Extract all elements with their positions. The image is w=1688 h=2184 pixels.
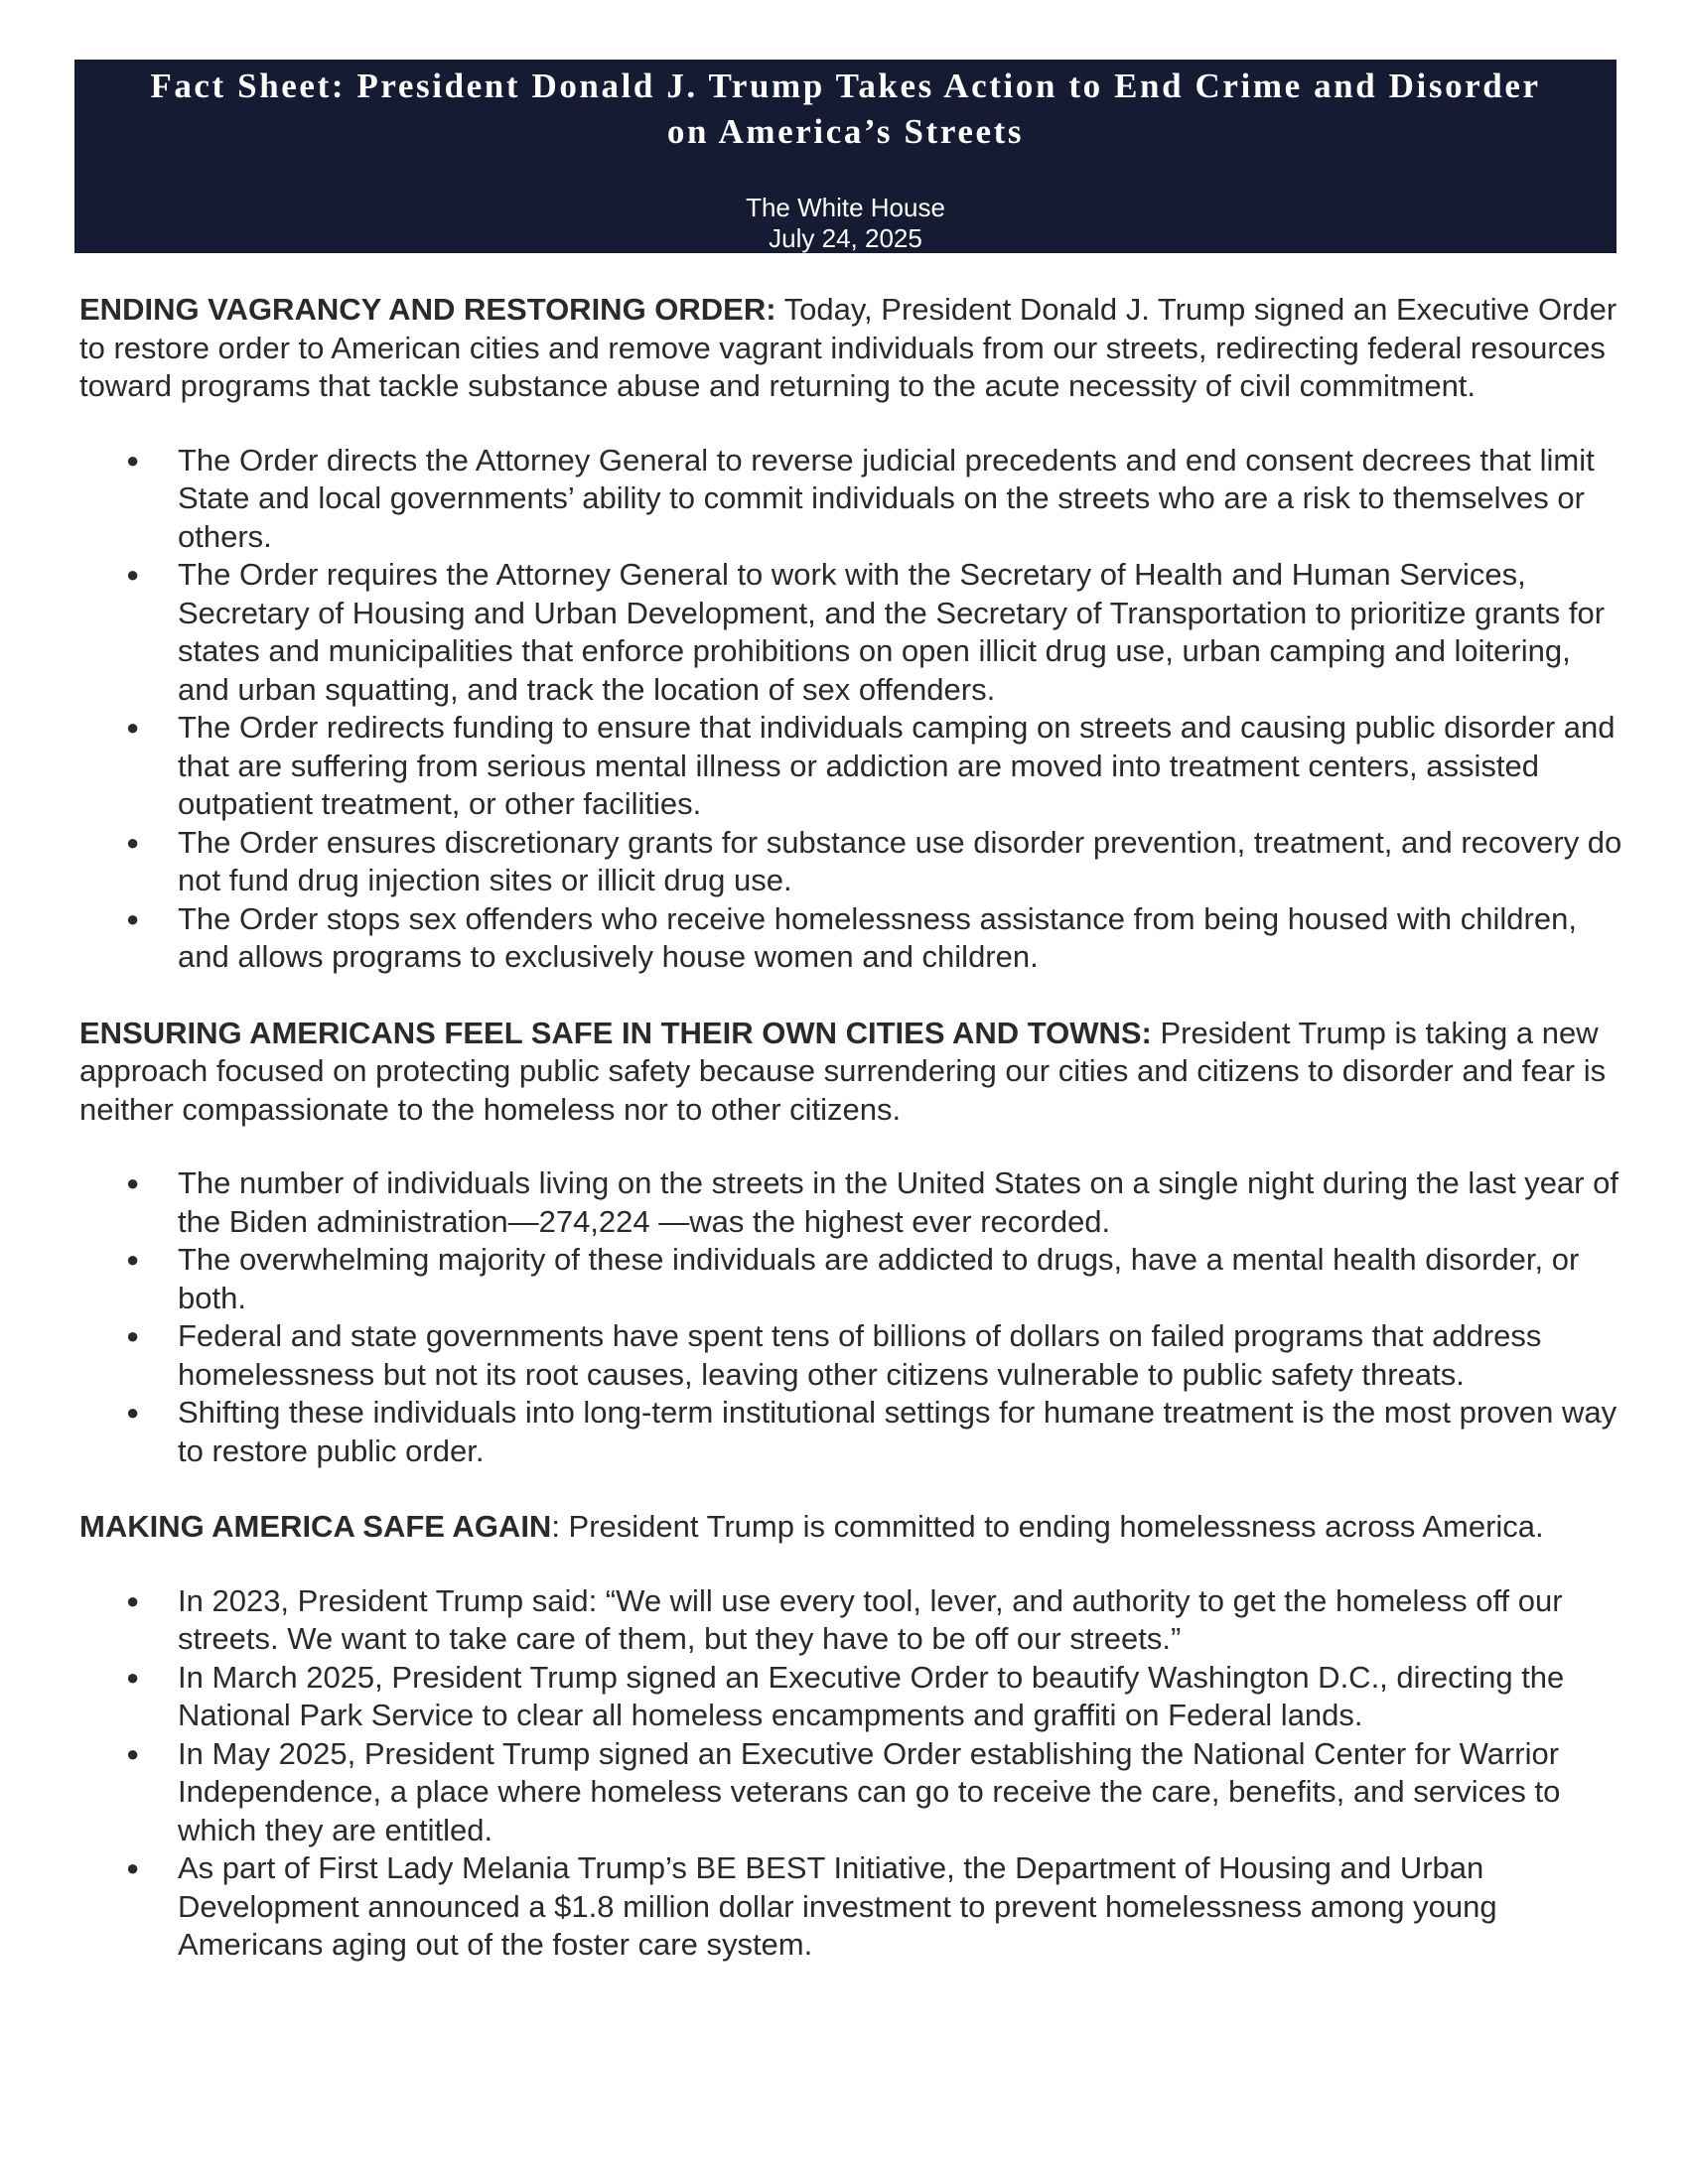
section-intro-paragraph: [79, 1508, 1628, 1547]
list-item-text: In March 2025, President Trump signed an Executive Order to beautify Washington D.C., directing the National Park Service to clear all homeless encampments and graffiti on Federal lands.: [178, 1659, 1565, 1732]
bullet-icon: ●: [126, 1740, 140, 1766]
list-item-text: Federal and state governments have spent tens of billions of dollars on failed programs that address homelessness but not its root causes, leaving other citizens vulnerable to public safety threats.: [178, 1318, 1542, 1392]
list-item-text: The overwhelming majority of these individuals are addicted to drugs, have a mental health disorder, or both.: [178, 1242, 1580, 1315]
list-item-text: Shifting these individuals into long-term institutional settings for humane treatment is the most proven way to restore public order.: [178, 1395, 1618, 1468]
bullet-list: [79, 1164, 1628, 1470]
bullet-list: [79, 1582, 1628, 1965]
section-intro-text: President Trump is taking a new approach focused on protecting public safety because surrendering our cities and citizens to disorder and fear is neither compassionate to the homeless nor to other citizens.: [79, 1015, 1607, 1127]
list-item: [79, 1659, 1628, 1735]
document-title: [74, 64, 1617, 155]
list-item-text: The Order redirects funding to ensure that individuals camping on streets and causing public disorder and that are suffering from serious mental illness or addiction are moved into treatment centers, assisted outpatient treatment, or other facilities.: [178, 710, 1616, 821]
list-item: [79, 1849, 1628, 1965]
list-item-text: In 2023, President Trump said: “We will use every tool, lever, and authority to get the homeless off our streets. We want to take care of them, but they have to be off our streets.”: [178, 1582, 1563, 1656]
bullet-icon: ●: [126, 1587, 140, 1613]
bullet-icon: ●: [126, 562, 140, 587]
document-title-line-1: Fact Sheet: President Donald J. Trump Takes Action to End Crime and Disorder: [150, 67, 1541, 105]
list-item: [79, 824, 1628, 900]
bullet-icon: ●: [126, 715, 140, 740]
list-item: [79, 1317, 1628, 1394]
bullet-icon: ●: [126, 1170, 140, 1195]
section-heading: MAKING AMERICA SAFE AGAIN: [79, 1509, 552, 1544]
list-item: [79, 1164, 1628, 1241]
list-item: [79, 442, 1628, 557]
issuing-organization: The White House: [746, 193, 945, 222]
section-intro-text: : President Trump is committed to ending homelessness across America.: [551, 1509, 1544, 1544]
bullet-list: [79, 442, 1628, 977]
document-title-line-2: on America’s Streets: [666, 112, 1025, 151]
list-item: [79, 1394, 1628, 1470]
list-item-text: The Order directs the Attorney General to reverse judicial precedents and end consent decrees that limit State and local governments’ ability to commit individuals on the streets who are a risk to themselves or others.: [178, 442, 1595, 554]
list-item-text: As part of First Lady Melania Trump’s BE BEST Initiative, the Department of Housing and Urban Development announced a $1.8 million dollar investment to prevent homelessness among young Americans aging out of the foster care system.: [178, 1850, 1497, 1962]
section-heading: ENDING VAGRANCY AND RESTORING ORDER:: [79, 292, 776, 327]
section-intro-text: Today, President Donald J. Trump signed an Executive Order to restore order to American cities and remove vagrant individuals from our streets, redirecting federal resources toward programs that tackle substance abuse and returning to the acute necessity of civil commitment.: [79, 292, 1618, 403]
bullet-icon: ●: [126, 1664, 140, 1690]
list-item: [79, 1735, 1628, 1850]
list-item-text: The Order stops sex offenders who receive homelessness assistance from being housed with children, and allows programs to exclusively house women and children.: [178, 900, 1577, 974]
list-item-text: The Order ensures discretionary grants for substance use disorder prevention, treatment, and recovery do not fund drug injection sites or illicit drug use.: [178, 824, 1622, 897]
list-item-text: The number of individuals living on the streets in the United States on a single night during the last year of the Biden administration—274,224 —was the highest ever recorded.: [178, 1165, 1618, 1239]
list-item: [79, 1241, 1628, 1317]
bullet-icon: ●: [126, 447, 140, 473]
bullet-icon: ●: [126, 1323, 140, 1348]
publication-date: July 24, 2025: [769, 223, 922, 253]
document-body: [79, 291, 1628, 2002]
list-item-text: The Order requires the Attorney General to work with the Secretary of Health and Human Services, Secretary of Housing and Urban Development, and the Secretary of Transportation to prioritize grants for states and municipalities that enforce prohibitions on open illicit drug use, urban camping and loitering, and urban squatting, and track the location of sex offenders.: [178, 557, 1606, 707]
section-ensuring-safety: [79, 1015, 1628, 1471]
list-item-text: In May 2025, President Trump signed an Executive Order establishing the National Center for Warrior Independence, a place where homeless veterans can go to receive the care, benefits, and services to which they are entitled.: [178, 1735, 1561, 1847]
section-heading: ENSURING AMERICANS FEEL SAFE IN THEIR OWN CITIES AND TOWNS:: [79, 1015, 1152, 1050]
list-item: [79, 556, 1628, 709]
bullet-icon: ●: [126, 1247, 140, 1272]
list-item: [79, 709, 1628, 824]
bullet-icon: ●: [126, 829, 140, 855]
section-intro-paragraph: [79, 1015, 1628, 1130]
section-ending-vagrancy: [79, 291, 1628, 977]
bullet-icon: ●: [126, 1855, 140, 1880]
list-item: [79, 900, 1628, 977]
document-header: [74, 60, 1617, 253]
section-intro-paragraph: [79, 291, 1628, 406]
bullet-icon: ●: [126, 905, 140, 931]
list-item: [79, 1582, 1628, 1659]
bullet-icon: ●: [126, 1400, 140, 1425]
section-making-america-safe: [79, 1508, 1628, 1965]
